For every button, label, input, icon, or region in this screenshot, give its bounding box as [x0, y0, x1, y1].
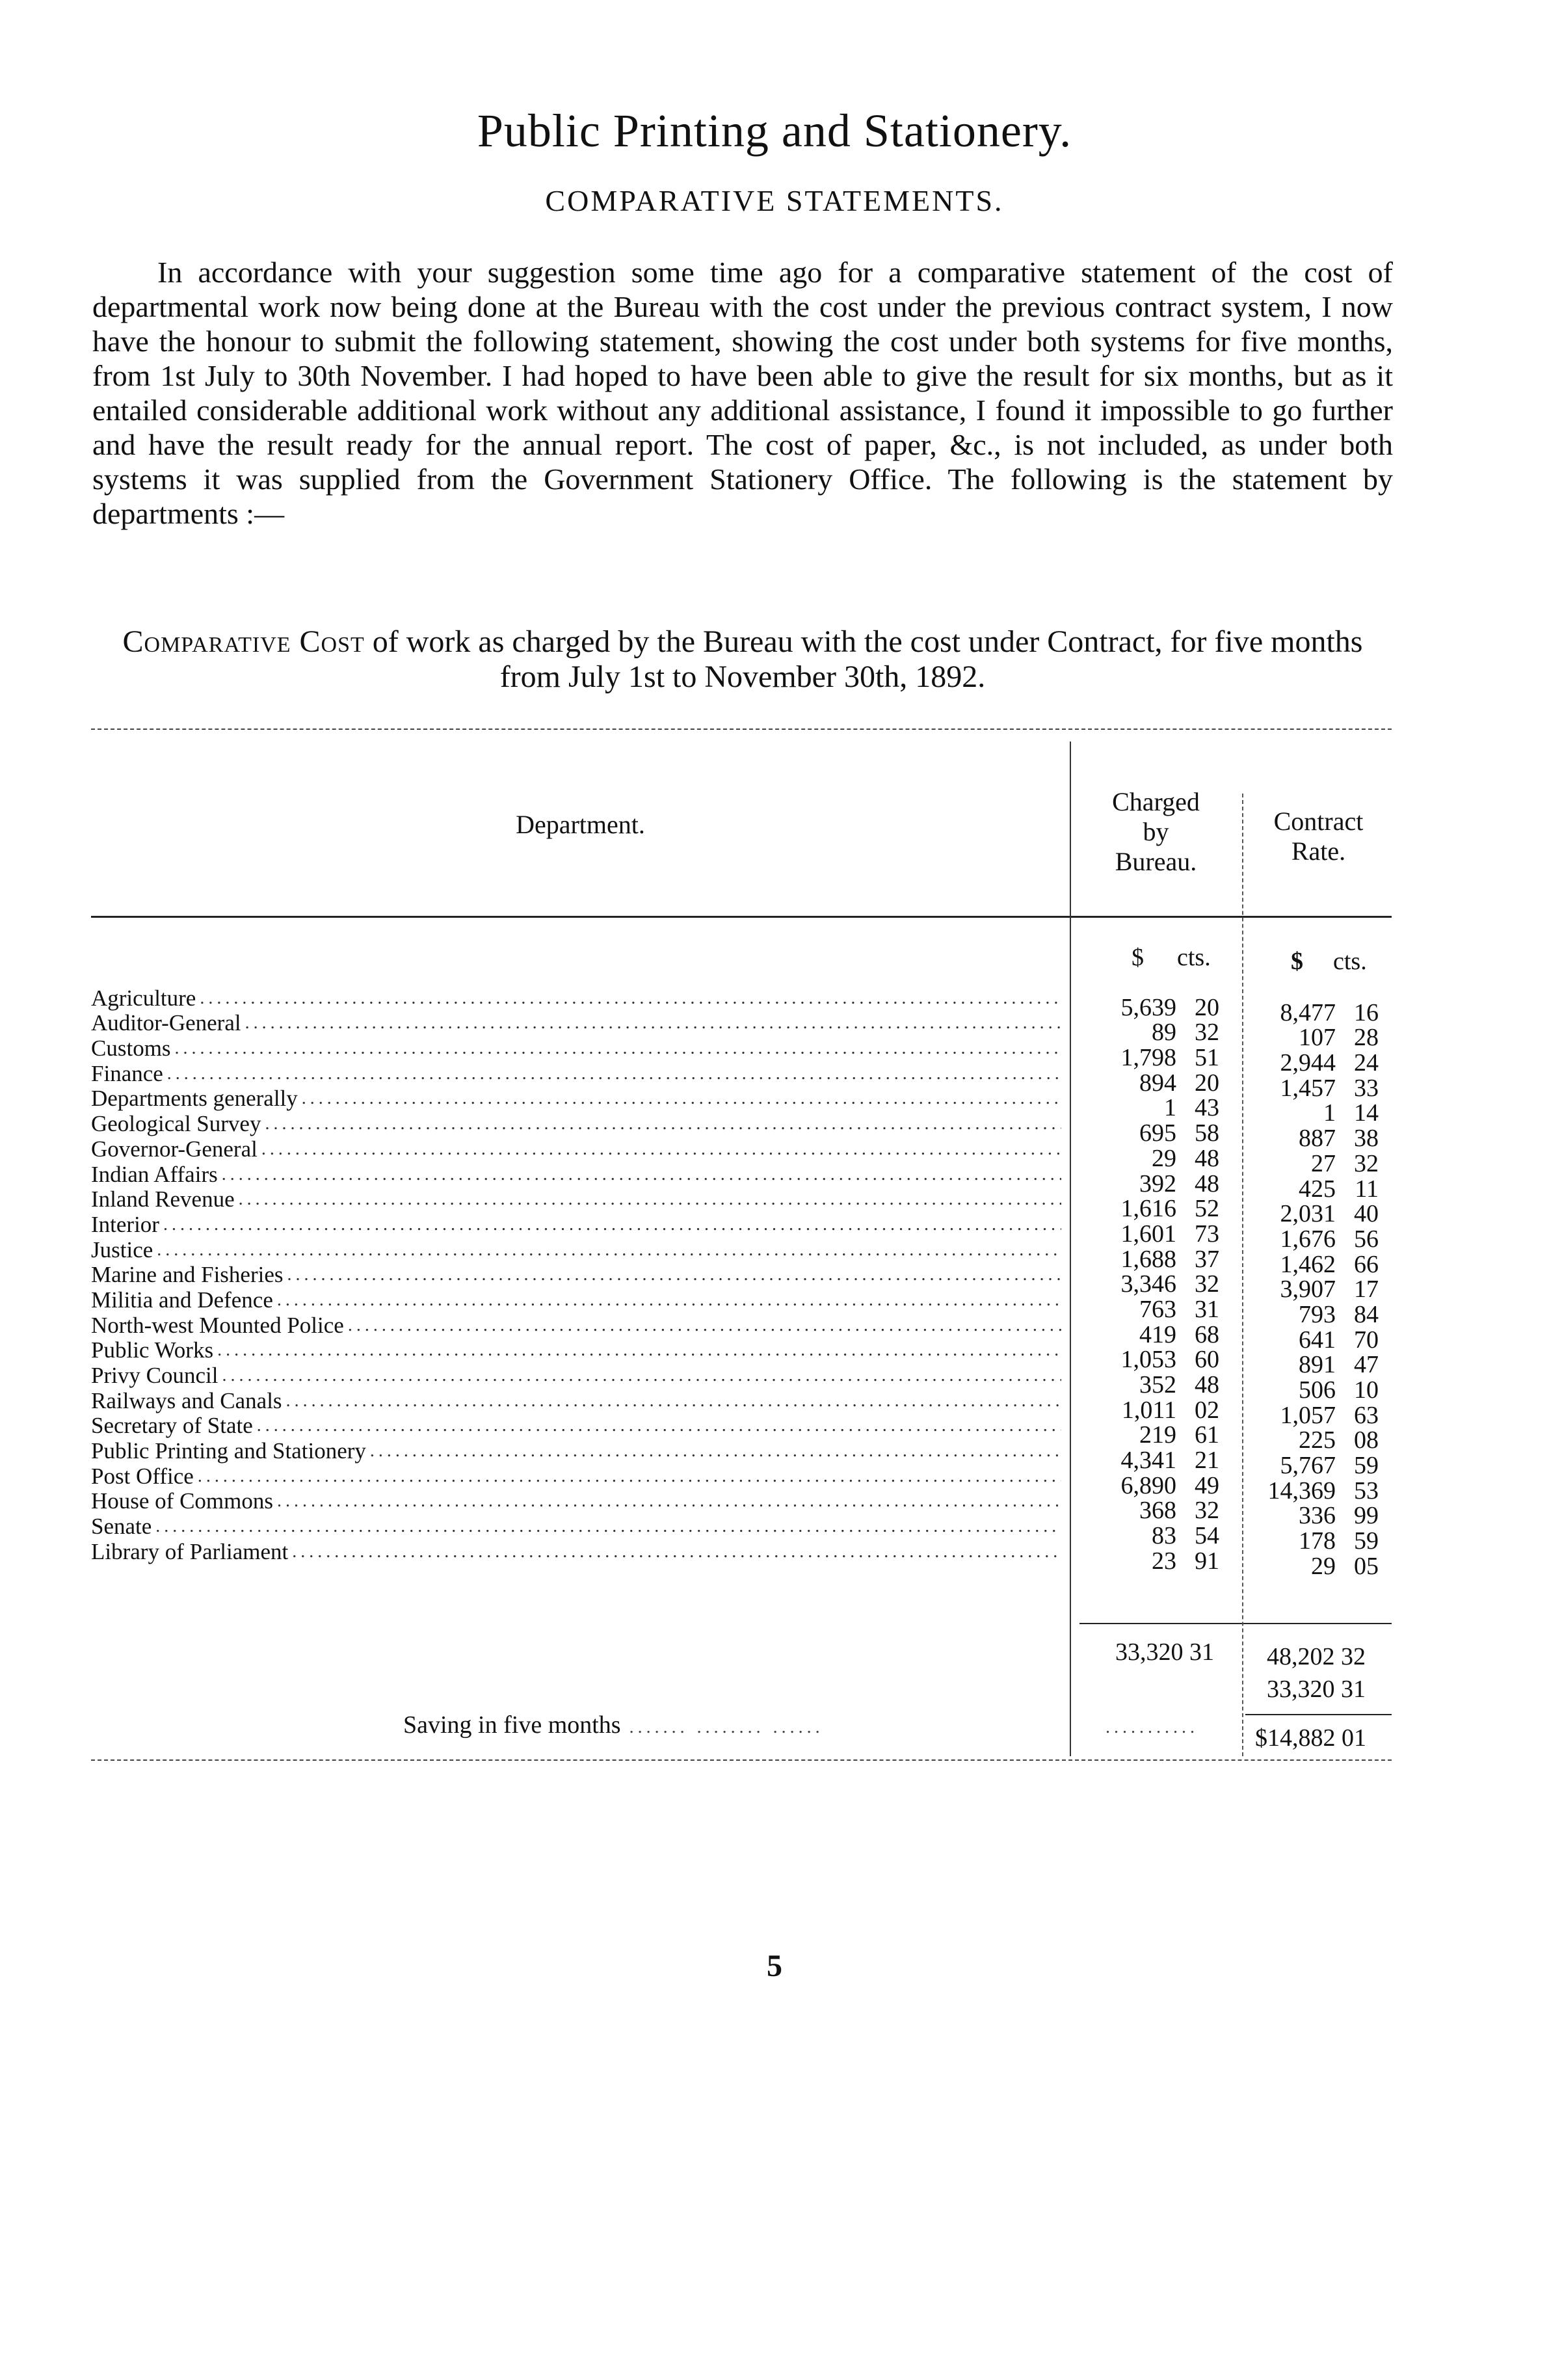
leader-dots: [217, 1338, 1061, 1363]
charged-cell: [1096, 1121, 1232, 1146]
contract-dollars: 891: [1299, 1351, 1336, 1379]
department-name: Auditor-General: [91, 1010, 241, 1036]
charged-cell: [1096, 1499, 1232, 1524]
contract-cents: 05: [1354, 1552, 1379, 1580]
charged-cell: [1096, 1348, 1232, 1373]
charged-dollars: 83: [1152, 1522, 1176, 1550]
charged-dollars: 89: [1152, 1019, 1176, 1047]
table-row: [91, 1413, 1061, 1439]
charged-cents: 73: [1195, 1220, 1219, 1248]
contract-cell: [1255, 1227, 1392, 1252]
contract-dollars: 29: [1311, 1552, 1336, 1580]
charged-cents: 21: [1195, 1447, 1219, 1475]
department-name: Senate: [91, 1514, 152, 1540]
charged-cell: [1096, 1096, 1232, 1121]
charged-dollars: 763: [1139, 1295, 1176, 1323]
charged-dollar-unit: $: [1132, 944, 1144, 971]
department-name: Privy Council: [91, 1363, 218, 1388]
table-row: [91, 1187, 1061, 1212]
table-row: [91, 1237, 1061, 1263]
page-title: Public Printing and Stationery.: [477, 105, 1072, 157]
charged-cents: 91: [1195, 1547, 1219, 1575]
table-row: [91, 1011, 1061, 1036]
leader-dots: [222, 1363, 1061, 1388]
table-row: [91, 1111, 1061, 1136]
contract-cents: 08: [1354, 1426, 1379, 1454]
contract-cents: 99: [1354, 1502, 1379, 1530]
contract-total: 48,202 32: [1267, 1643, 1366, 1670]
contract-cents: 33: [1354, 1074, 1379, 1102]
contract-cents: 10: [1354, 1376, 1379, 1404]
leader-dots: [277, 1489, 1061, 1514]
contract-dollars: 8,477: [1280, 998, 1336, 1026]
contract-less-charged: 33,320 31: [1267, 1676, 1366, 1703]
contract-cents: 17: [1354, 1276, 1379, 1304]
leader-dots: [286, 1389, 1061, 1413]
department-name: Public Works: [91, 1337, 214, 1363]
charged-column: [1096, 995, 1232, 1574]
contract-dollars: 793: [1299, 1300, 1336, 1328]
charged-cents: 54: [1195, 1522, 1219, 1550]
table-row: [91, 1539, 1061, 1564]
contract-cell: [1255, 1453, 1392, 1478]
contract-cell: [1255, 1302, 1392, 1328]
department-name: Justice: [91, 1237, 153, 1263]
contract-cell: [1255, 1151, 1392, 1177]
charged-cell: [1096, 1297, 1232, 1322]
contract-cents: 24: [1354, 1049, 1379, 1077]
charged-cell: [1096, 1222, 1232, 1247]
contract-cents: 28: [1354, 1024, 1379, 1052]
charged-header-line3: Bureau.: [1115, 847, 1197, 876]
charged-dollars: 23: [1152, 1547, 1176, 1575]
charged-cell: [1096, 1021, 1232, 1046]
charged-cents-unit: cts.: [1177, 944, 1211, 971]
contract-dollars: 107: [1299, 1024, 1336, 1052]
department-name: Departments generally: [91, 1086, 298, 1112]
page-number: 5: [767, 1949, 782, 1983]
charged-header-line2: by: [1143, 817, 1169, 846]
contract-dollar-unit: $: [1291, 948, 1303, 975]
table-caption: [92, 624, 1393, 695]
contract-cell: [1255, 1478, 1392, 1504]
table-row: [91, 1388, 1061, 1413]
charged-cents: 43: [1195, 1094, 1219, 1122]
contract-cell: [1255, 1328, 1392, 1353]
contract-header-line2: Rate.: [1291, 836, 1346, 866]
contract-cell: [1255, 1554, 1392, 1579]
contract-dollars: 1,676: [1280, 1225, 1336, 1253]
contract-cell: [1255, 1353, 1392, 1378]
leader-dots: [265, 1112, 1061, 1136]
table-row: [91, 1136, 1061, 1162]
contract-cell: [1255, 1177, 1392, 1202]
department-name: Indian Affairs: [91, 1161, 218, 1187]
contract-dollars: 1: [1323, 1099, 1336, 1127]
saving-label: Saving in five months ....... ........ ......: [403, 1711, 824, 1739]
department-name: Post Office: [91, 1464, 194, 1489]
contract-dollars: 887: [1299, 1125, 1336, 1153]
charged-cell: [1096, 1322, 1232, 1348]
charged-dollars: 1,011: [1121, 1396, 1176, 1424]
charged-cents: 49: [1195, 1471, 1219, 1499]
leader-dots: [157, 1238, 1061, 1263]
table-row: [91, 1287, 1061, 1313]
table-row: [91, 1464, 1061, 1489]
charged-cell: [1096, 1423, 1232, 1449]
charged-cents: 61: [1195, 1421, 1219, 1449]
charged-dollars: 3,346: [1120, 1270, 1176, 1298]
table-top-rule: [91, 729, 1392, 730]
contract-dollars: 27: [1311, 1149, 1336, 1177]
department-header: Department.: [516, 810, 645, 839]
table-row: [91, 1514, 1061, 1539]
department-name: Inland Revenue: [91, 1186, 235, 1212]
contract-dollars: 2,031: [1280, 1200, 1336, 1228]
leader-dots: [348, 1313, 1061, 1338]
charged-cents: 32: [1195, 1019, 1219, 1047]
table-row: [91, 1363, 1061, 1388]
department-name: Marine and Fisheries: [91, 1262, 284, 1288]
subtotal-rule: [1079, 1623, 1392, 1624]
leader-dots: [302, 1086, 1061, 1111]
contract-dollars: 3,907: [1280, 1276, 1336, 1304]
charged-dollars: 894: [1139, 1069, 1176, 1097]
charged-total: 33,320 31: [1115, 1638, 1214, 1666]
leader-dots: [200, 986, 1061, 1011]
table-row: [91, 1313, 1061, 1338]
contract-cents: 47: [1354, 1351, 1379, 1379]
contract-dollars: 178: [1299, 1527, 1336, 1555]
contract-dollars: 14,369: [1267, 1477, 1336, 1504]
charged-cents: 02: [1195, 1396, 1219, 1424]
contract-dollars: 336: [1299, 1502, 1336, 1530]
charged-cell: [1096, 1247, 1232, 1272]
contract-header: [1245, 807, 1392, 866]
contract-cents: 11: [1355, 1175, 1379, 1203]
table-row: [91, 1263, 1061, 1288]
charged-dollars: 219: [1139, 1421, 1176, 1449]
contract-cell: [1255, 1252, 1392, 1277]
charged-cell: [1096, 1071, 1232, 1096]
table-bottom-rule: [91, 1759, 1392, 1761]
charged-cell: [1096, 1045, 1232, 1071]
department-name: Railways and Canals: [91, 1388, 282, 1413]
contract-dollars: 1,457: [1280, 1074, 1336, 1102]
leader-dots: [277, 1288, 1061, 1313]
charged-cents: 48: [1195, 1371, 1219, 1398]
contract-dollars: 506: [1299, 1376, 1336, 1404]
charged-cell: [1096, 1448, 1232, 1473]
department-name: North-west Mounted Police: [91, 1312, 344, 1338]
saving-leader-dots: ...........: [1105, 1717, 1198, 1737]
department-name: Library of Parliament: [91, 1539, 289, 1564]
charged-dollars: 29: [1152, 1144, 1176, 1172]
charged-dollars: 4,341: [1120, 1447, 1176, 1475]
leader-dots: [198, 1464, 1061, 1489]
contract-cell: [1255, 1504, 1392, 1529]
contract-cell: [1255, 1403, 1392, 1428]
charged-cents: 20: [1195, 993, 1219, 1021]
contract-cents: 70: [1354, 1326, 1379, 1354]
leader-dots: [222, 1162, 1061, 1187]
charged-cents: 32: [1195, 1497, 1219, 1525]
contract-cents: 56: [1354, 1225, 1379, 1253]
contract-cell: [1255, 1202, 1392, 1227]
contract-dollars: 2,944: [1280, 1049, 1336, 1077]
department-name: Public Printing and Stationery: [91, 1438, 366, 1464]
leader-dots: [287, 1263, 1061, 1287]
charged-cents: 60: [1195, 1346, 1219, 1374]
charged-cents: 68: [1195, 1320, 1219, 1348]
leader-dots: [261, 1137, 1061, 1162]
charged-cents: 52: [1195, 1195, 1219, 1223]
charged-dollars: 392: [1139, 1170, 1176, 1197]
contract-cell: [1255, 1428, 1392, 1454]
department-name: Governor-General: [91, 1136, 258, 1162]
leader-dots: [175, 1036, 1061, 1061]
charged-cents: 20: [1195, 1069, 1219, 1097]
charged-header: [1073, 787, 1239, 877]
header-bottom-rule: [91, 916, 1392, 918]
contract-cents: 59: [1354, 1527, 1379, 1555]
charged-cell: [1096, 1372, 1232, 1398]
table-row: [91, 1162, 1061, 1187]
charged-dollars: 6,890: [1120, 1471, 1176, 1499]
department-name: Geological Survey: [91, 1111, 261, 1137]
department-name: House of Commons: [91, 1488, 273, 1514]
leader-dots: [292, 1540, 1061, 1564]
charged-dollars: 368: [1139, 1497, 1176, 1525]
contract-dollars: 1,462: [1280, 1250, 1336, 1278]
leader-dots: [155, 1514, 1061, 1539]
charged-cell: [1096, 1272, 1232, 1298]
charged-dollars: 1,601: [1120, 1220, 1176, 1248]
contract-cents: 38: [1354, 1125, 1379, 1153]
table-row: [91, 1489, 1061, 1514]
charged-header-line1: Charged: [1112, 787, 1200, 816]
charged-cents: 32: [1195, 1270, 1219, 1298]
charged-cell: [1096, 1549, 1232, 1574]
contract-dollars: 425: [1299, 1175, 1336, 1203]
contract-cell: [1255, 1076, 1392, 1101]
charged-cell: [1096, 1197, 1232, 1222]
charged-cell: [1096, 1523, 1232, 1549]
contract-dollars: 1,057: [1280, 1401, 1336, 1429]
charged-dollars: 5,639: [1120, 993, 1176, 1021]
table-row: [91, 985, 1061, 1011]
contract-column: [1255, 1000, 1392, 1579]
leader-dots: [163, 1212, 1061, 1237]
table-row: [91, 1061, 1061, 1086]
charged-cell: [1096, 995, 1232, 1021]
charged-dollars: 1,798: [1120, 1044, 1176, 1072]
charged-dollars: 1,053: [1120, 1346, 1176, 1374]
department-name: Agriculture: [91, 985, 196, 1011]
charged-dollars: 1,616: [1120, 1195, 1176, 1223]
contract-cell: [1255, 1050, 1392, 1076]
contract-cell: [1255, 1101, 1392, 1127]
contract-cents: 32: [1354, 1149, 1379, 1177]
leader-dots: [257, 1413, 1061, 1438]
department-name: Customs: [91, 1036, 171, 1062]
table-caption-text: of work as charged by the Bureau with the cost under Contract, for five months from July 1st to November 30th, 1892.: [364, 624, 1363, 694]
saving-value: $14,882 01: [1255, 1724, 1366, 1752]
contract-cents: 53: [1354, 1477, 1379, 1504]
contract-cell: [1255, 1000, 1392, 1026]
charged-column-divider: [1242, 794, 1243, 1756]
section-subtitle: COMPARATIVE STATEMENTS.: [545, 184, 1004, 217]
charged-dollars: 419: [1139, 1320, 1176, 1348]
table-row: [91, 1086, 1061, 1112]
contract-cents: 84: [1354, 1300, 1379, 1328]
contract-cell: [1255, 1529, 1392, 1554]
contract-cents: 66: [1354, 1250, 1379, 1278]
charged-dollars: 1,688: [1120, 1245, 1176, 1273]
contract-cents: 59: [1354, 1452, 1379, 1480]
department-name: Secretary of State: [91, 1413, 253, 1439]
table-row: [91, 1338, 1061, 1363]
saving-label-text: Saving in five months: [403, 1711, 621, 1739]
charged-cell: [1096, 1146, 1232, 1171]
charged-cents: 37: [1195, 1245, 1219, 1273]
charged-cents: 51: [1195, 1044, 1219, 1072]
contract-cell: [1255, 1277, 1392, 1303]
contract-cents: 63: [1354, 1401, 1379, 1429]
charged-dollars: 1: [1164, 1094, 1176, 1122]
department-list: [91, 985, 1061, 1564]
contract-cents: 16: [1354, 998, 1379, 1026]
leader-dots: [239, 1187, 1061, 1212]
charged-cents: 48: [1195, 1170, 1219, 1197]
intro-paragraph: In accordance with your suggestion some time ago for a comparative statement of the cost of departmental work now being done at the Bureau with the cost under the previous contract system, I now have the honour to submit the following statement, showing the cost under both systems for five months, from 1st July to 30th November. I had hoped to have been able to give the result for six months, but as it entailed considerable additional work without any additional assistance, I found it impossible to go further and have the result ready for the annual report. The cost of paper, &c., is not included, as under both systems it was supplied from the Government Stationery Office. The following is the statement by departments :—: [92, 256, 1393, 530]
contract-cents: 40: [1354, 1200, 1379, 1228]
charged-cents: 31: [1195, 1295, 1219, 1323]
charged-dollars: 695: [1139, 1119, 1176, 1147]
charged-cell: [1096, 1473, 1232, 1499]
charged-cell: [1096, 1171, 1232, 1197]
charged-cell: [1096, 1398, 1232, 1423]
department-name: Militia and Defence: [91, 1287, 273, 1313]
contract-cents-unit: cts.: [1333, 948, 1367, 975]
contract-cell: [1255, 1126, 1392, 1151]
charged-cents: 48: [1195, 1144, 1219, 1172]
contract-cell: [1255, 1026, 1392, 1051]
table-row: [91, 1212, 1061, 1237]
table-caption-lead: Comparative Cost: [122, 624, 365, 659]
department-name: Finance: [91, 1061, 163, 1086]
leader-dots: [370, 1439, 1061, 1464]
charged-cents: 58: [1195, 1119, 1219, 1147]
contract-header-line1: Contract: [1273, 807, 1364, 836]
leader-dots: [167, 1062, 1061, 1086]
contract-dollars: 225: [1299, 1426, 1336, 1454]
department-column-divider: [1070, 742, 1071, 1756]
difference-rule: [1245, 1714, 1392, 1715]
charged-dollars: 352: [1139, 1371, 1176, 1398]
department-name: Interior: [91, 1212, 159, 1237]
table-row: [91, 1438, 1061, 1464]
contract-cents: 14: [1354, 1099, 1379, 1127]
contract-cell: [1255, 1378, 1392, 1403]
leader-dots: [245, 1011, 1061, 1036]
contract-dollars: 5,767: [1280, 1452, 1336, 1480]
comparative-cost-table: [91, 729, 1392, 1782]
table-row: [91, 1036, 1061, 1061]
contract-dollars: 641: [1299, 1326, 1336, 1354]
